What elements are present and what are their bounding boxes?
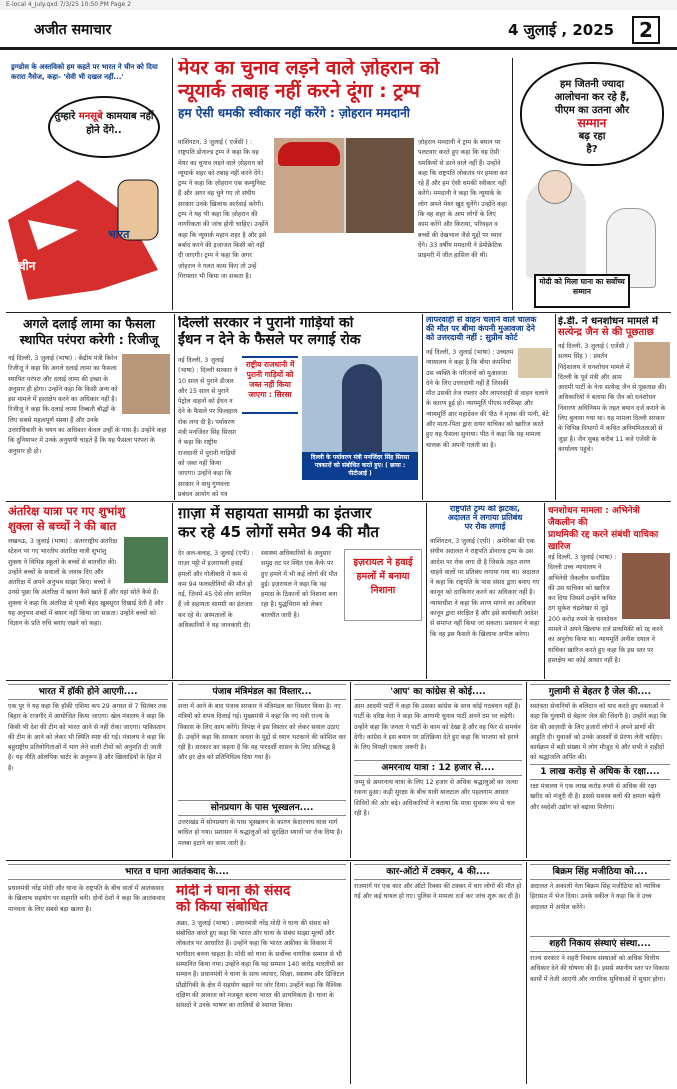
cartoon-caption: ड्रग्ग्डोस के अस्तविको हम कहते पर भारत ने चीन को दिया करारा नैसेज, कहा- 'सेवी भी दखल नहीं...' xyxy=(11,63,158,81)
jacqueline-body-text: नई दिल्ली, 3 जुलाई (भाषा) : दिल्ली उच्च न्यायालय ने अभिनेत्री जैकलीन फर्नांडिस की उस याचिका को खारिज कर दिया जिसमें उन्होंने कथित ठग सुकेश चंद्रशेखर से जुड़े 200 करोड़ रुपये के धनशोधन मामले में अपने खिलाफ दर्ज प्राथमिकी को रद्द करने का अनुरोध किया था। न्यायमूर्ति अनीश दयाल ने याचिका खारिज करते हुए कहा कि इस स्तर पर हस्तक्षेप का कोई आधार नहीं है। xyxy=(548,554,663,664)
shubhanshu-body xyxy=(8,537,168,677)
shubhanshu-body-text: लखनऊ, 3 जुलाई (भाषा) : अंतरराष्ट्रीय अंतरिक्ष स्टेशन पर गए भारतीय अंतरिक्ष यात्री शुभांशु शुक्ला ने विभिन्न स्कूलों के बच्चों से बातचीत की। उन्होंने बच्चों के सवालों के जवाब दिए और अंतरिक्ष में अपने अनुभव साझा किए। बच्चों ने उनसे पूछा कि अंतरिक्ष में खाना कैसे खाते हैं और वहां सोते कैसे हैं। शुक्ला ने कहा कि अंतरिक्ष से पृथ्वी बेहद खूबसूरत दिखाई देती है और यह अनुभव शब्दों में बयान नहीं किया जा सकता। उन्होंने बच्चों को विज्ञान के प्रति रुचि बनाए रखने को कहा। xyxy=(8,538,164,628)
modi-ghana-headline-1: मोदी ने घाना की संसद xyxy=(176,884,291,899)
modi-cartoon xyxy=(516,58,668,310)
modi-ghana-story xyxy=(176,884,346,1080)
editorial-2 xyxy=(178,684,346,856)
sc-story xyxy=(426,316,552,498)
label-india: भारत xyxy=(108,228,130,241)
rule-ed3-right xyxy=(526,682,527,858)
editorial-3-body: आम आदमी पार्टी ने कहा कि उसका कांग्रेस के साथ कोई गठबंधन नहीं है। पार्टी के वरिष्ठ नेता ने कहा कि आगामी चुनाव पार्टी अपने दम पर लड़ेगी। उन्होंने कहा कि जनता ने पार्टी के काम को देखा है और वह फिर से समर्थन देगी। कांग्रेस ने इस बयान पर प्रतिक्रिया देते हुए कहा कि भाजपा को हराने के लिए विपक्षी एकता जरूरी है। xyxy=(354,703,521,752)
sirsa-photo xyxy=(302,356,418,452)
lama-headline: अगले दलाई लामा का फैसला स्थापित परंपरा करेगी : रिजीजू xyxy=(19,316,159,347)
modi-bubble-line6: है? xyxy=(586,144,598,155)
ed-headline-2: सत्येन्द्र जैन से की पूछताछ xyxy=(558,327,654,338)
rule-row4 xyxy=(6,860,671,861)
cartoon-bubble-highlight: मनसूबे xyxy=(78,111,103,122)
lama-story xyxy=(8,316,170,498)
modi-cartoon-sign xyxy=(534,274,630,308)
jain-photo xyxy=(634,342,670,378)
modi-figure-head xyxy=(538,170,572,204)
modi-bubble-line2: आलोचना कर रहे हैं, xyxy=(554,92,630,103)
delhi-pull-quote-text: राष्ट्रीय राजधानी में पुरानी गाड़ियों को जब्त नहीं किया जाएगा : सिरसा xyxy=(245,360,295,399)
sirsa-figure xyxy=(342,364,382,452)
rule-ed2-right xyxy=(350,682,351,858)
bottom-strip xyxy=(8,864,346,886)
small-piece-4-body: अदालत ने अकाली नेता बिक्रम सिंह मजीठिया को न्यायिक हिरासत में भेज दिया। उनके वकील ने कहा कि वे उच्च अदालत में अपील करेंगे। xyxy=(530,883,661,911)
ed-body xyxy=(558,342,670,498)
page-number: 2 xyxy=(632,16,660,44)
lead-body-right: ज़ोहरान ममदानी ने ट्रम्प के बयान पर पलटवार करते हुए कहा कि वह ऐसी धमकियों से डरने वाले नहीं हैं। उन्होंने कहा कि राष्ट्रपति लोकतंत्र पर हमला कर रहे हैं और हम ऐसी धमकी स्वीकार नहीं करेंगे। ममदानी ने कहा कि न्यूयार्क के लोग अपने मेयर खुद चुनेंगे। उन्होंने कहा कि वह शहर के आम लोगों के लिए काम करेंगे और किराया, परिवहन व बच्चों की देखभाल जैसे मुद्दों पर ध्यान देंगे। 33 वर्षीय ममदानी ने डेमोक्रेटिक प्राइमरी में जीत हासिल की थी। xyxy=(418,139,508,260)
jacqueline-body xyxy=(548,553,670,677)
rule-lead-right xyxy=(512,58,513,310)
lama-body xyxy=(8,354,170,498)
delhi-body-left xyxy=(178,356,238,498)
rule-asylum-right xyxy=(544,503,545,679)
gaza-headline-2: कर रहे 45 लोगों समेत 94 की मौत xyxy=(178,522,379,541)
jacqueline-story xyxy=(548,505,670,677)
left-cartoon xyxy=(8,60,168,308)
car-accident-story xyxy=(354,864,522,1084)
small-piece-6-title: कार-ऑटो में टक्कर, 4 की.... xyxy=(354,864,522,880)
jacqueline-photo xyxy=(622,553,670,619)
trump-cap xyxy=(278,142,340,166)
sc-headline-1: लापरवाही से वाहन चलाने वाले चालक xyxy=(426,316,537,324)
modi-bubble-line3: पीएम का उतना और xyxy=(554,105,630,116)
small-piece-4-title: बिक्रम सिंह मजीठिया को.... xyxy=(530,864,670,880)
sc-body-text: नई दिल्ली, 3 जुलाई (भाषा) : उच्चतम न्यायालय ने कहा है कि बीमा कंपनियां उस व्यक्ति के परिजनों को मुआवजा देने के लिए उत्तरदायी नहीं हैं जिसकी मौत उसकी तेज रफ्तार और लापरवाही से वाहन चलाने के कारण हुई हो। न्यायमूर्ति पीएस नरसिम्हा और न्यायमूर्ति आर महादेवन की पीठ ने मृतक की पत्नी, बेटे और माता-पिता द्वारा दायर याचिका को खारिज करते हुए यह फैसला सुनाया। पीठ ने कहा कि यह मामला चालक की अपनी गलती का है। xyxy=(426,349,549,449)
rule-shukla-right xyxy=(172,503,173,679)
modi-ghana-body: अक्रा, 3 जुलाई (भाषा) : प्रधानमंत्री नरेंद्र मोदी ने घाना की संसद को संबोधित करते हुए कहा कि भारत और घाना के संबंध साझा मूल्यों और लोकतंत्र पर आधारित हैं। उन्होंने कहा कि भारत अफ्रीका के विकास में भागीदार बनना चाहता है। मोदी को घाना के सर्वोच्च नागरिक सम्मान से भी सम्मानित किया गया। उन्होंने कहा कि यह सम्मान 140 करोड़ भारतीयों का सम्मान है। प्रधानमंत्री ने घाना के साथ व्यापार, शिक्षा, स्वास्थ्य और डिजिटल प्रौद्योगिकी के क्षेत्र में सहयोग बढ़ाने पर जोर दिया। उन्होंने कहा कि वैश्विक दक्षिण की आवाज को मजबूत करना भारत की प्राथमिकता है। घाना के सांसदों ने उनके भाषण का तालियों से स्वागत किया। xyxy=(176,919,344,1010)
modi-ghana-headline-2: को किया संबोधित xyxy=(176,899,268,916)
asylum-headline-2: अदालत ने लगाया प्रतिबंध xyxy=(447,512,523,522)
lead-headline-1: मेयर का चुनाव लड़ने वाले ज़ोहरान को xyxy=(178,58,440,79)
delhi-photo-caption: दिल्ली के पर्यावरण मंत्री मनजिंदर सिंह सिरसा पत्रकारों को संबोधित करते हुए। ( छाया : पीटीआई ) xyxy=(302,452,418,480)
asylum-body: वाशिंगटन, 3 जुलाई (एपी) : अमेरिका की एक संघीय अदालत ने राष्ट्रपति डोनाल्ड ट्रम्प के उस आदेश पर रोक लगा दी है जिसके तहत शरण चाहने वालों पर प्रतिबंध लगाया गया था। अदालत ने कहा कि राष्ट्रपति के पास संसद द्वारा बनाए गए कानून को दरकिनार करने का अधिकार नहीं है। न्यायाधीश ने कहा कि शरण मांगने का अधिकार कानून द्वारा संरक्षित है और इसे कार्यकारी आदेश से समाप्त नहीं किया जा सकता। प्रशासन ने कहा कि वह इस फैसले के खिलाफ अपील करेगा। xyxy=(430,538,540,638)
editorial-1-body: एक पुर ने यह कहा कि हॉकी एशिया कप 29 अगस्त से 7 सितंबर तक बिहार के राजगीर में आयोजित किया जाएगा। खेल मंत्रालय ने कहा कि किसी भी देश की टीम को भारत आने से नहीं रोका जाएगा। पाकिस्तान की टीम के आने को लेकर भी स्थिति स्पष्ट की गई। मंत्रालय ने कहा कि बहुराष्ट्रीय प्रतियोगिताओं में भाग लेने वाली टीमों को अनुमति दी जाती है। यह नीति ओलंपिक चार्टर के अनुरूप है और खिलाड़ियों के हित में है। xyxy=(8,703,167,772)
small-piece-2-body: उत्तराखंड में सोनप्रयाग के पास भूस्खलन के कारण केदारनाथ यात्रा मार्ग बाधित हो गया। प्रशासन ने श्रद्धालुओं को सुरक्षित स्थानों पर रोक दिया है। मलबा हटाने का काम जारी है। xyxy=(178,819,343,847)
small-piece-6-body: राजमार्ग पर एक कार और ऑटो रिक्शा की टक्कर में चार लोगों की मौत हो गई और कई घायल हो गए। पुलिस ने मामला दर्ज कर जांच शुरू कर दी है। xyxy=(354,883,522,901)
delhi-body-text: नई दिल्ली, 3 जुलाई (भाषा) : दिल्ली सरकार ने 10 साल से पुराने डीजल और 15 साल से पुराने पेट्रोल वाहनों को ईंधन न देने के फैसले पर फिलहाल रोक लगा दी है। पर्यावरण मंत्री मनजिंदर सिंह सिरसा ने कहा कि राष्ट्रीय राजधानी में पुरानी गाड़ियों को जब्त नहीं किया जाएगा। उन्होंने कहा कि सरकार ने वायु गुणवत्ता प्रबंधन आयोग को पत्र xyxy=(178,357,238,498)
ed-body-text: नई दिल्ली, 3 जुलाई ( एजेंसी / सत्यम सिंह ) : प्रवर्तन निदेशालय ने धनशोधन मामले में दिल्ली के पूर्व मंत्री और आम आदमी पार्टी के नेता सत्येन्द्र जैन से पूछताछ की। अधिकारियों ने बताया कि जैन को धनशोधन निवारण अधिनियम के तहत बयान दर्ज कराने के लिए बुलाया गया था। यह मामला दिल्ली सरकार के विभिन्न विभागों में कथित अनियमितताओं से जुड़ा है। जैन सुबह करीब 11 बजे एजेंसी के कार्यालय पहुंचे। xyxy=(558,343,667,453)
shubhanshu-headline-1: अंतरिक्ष यात्रा पर गए शुभांशु xyxy=(8,505,126,518)
sc-headline-3: को उत्तरदायी नहीं : सुप्रीम कोर्ट xyxy=(426,332,518,342)
rule-lama-right xyxy=(174,314,175,500)
rule-row2 xyxy=(6,501,671,502)
small-piece-3-title: 1 लाख करोड़ से अधिक के रक्षा.... xyxy=(530,764,670,780)
lead-headline-2: न्यूयार्क तबाह नहीं करने दूंगा : ट्रम्प xyxy=(178,79,420,102)
editorial-3 xyxy=(354,684,522,856)
sc-headline-2: की मौत पर बीमा कंपनी मुआवजा देने xyxy=(426,323,535,333)
majithia-story xyxy=(530,864,670,1084)
rule-ed1-right xyxy=(172,682,173,858)
editorial-4-title: गुलामी से बेहतर है जेल की.... xyxy=(530,684,670,700)
jacqueline-headline-1: धनशोधन मामला : अभिनेत्री जैकलीन की xyxy=(548,506,640,528)
cartoon-dragon-illustration xyxy=(8,160,168,308)
small-piece-5-body: राज्य सरकार ने शहरी निकाय संस्थाओं को अधिक वित्तीय अधिकार देने की घोषणा की है। इससे स्थानीय स्तर पर विकास कार्यों में तेजी आएगी और नागरिक सुविधाओं में सुधार होगा। xyxy=(530,955,670,983)
small-piece-2-title: सोनप्रयाग के पास भूस्खलन.... xyxy=(178,800,346,816)
gaza-story xyxy=(178,505,422,677)
lead-subhead: हम ऐसी धमकी स्वीकार नहीं करेंगे : ज़ोहरान ममदानी xyxy=(178,105,410,120)
small-piece-1-title: अमरनाथ यात्रा : 12 हजार से.... xyxy=(354,760,522,776)
small-piece-5-title: शहरी निकाय संस्थाएं संस्था.... xyxy=(530,936,670,952)
cartoon-bubble xyxy=(48,96,160,158)
modi-bubble-line5: बढ़ रहा xyxy=(578,131,606,142)
editorial-4 xyxy=(530,684,670,856)
gaza-inset-text: इज़रायल ने हवाई हमलों में बनाया निशाना xyxy=(353,557,413,596)
asylum-headline-1: राष्ट्रपति ट्रम्प को झटका, xyxy=(449,505,521,513)
sc-building-photo xyxy=(518,348,552,378)
shukla-photo xyxy=(124,537,168,583)
rule-car-right xyxy=(526,862,527,1084)
rule-delhi-right xyxy=(422,314,423,500)
rijiju-photo xyxy=(122,354,170,414)
rule-gaza-right xyxy=(426,503,427,679)
paper-name: अजीत समाचार xyxy=(34,22,112,38)
modi-bubble-line1: हम जितनी ज्यादा xyxy=(559,79,625,90)
ed-headline-1: ई.डी. ने धनशोधन मामले में xyxy=(558,316,659,327)
jacqueline-headline-2: प्राथमिकी रद्द करने संबंधी याचिका खारिज xyxy=(548,530,659,552)
gaza-headline-1: ग़ाज़ा में सहायता सामग्री का इंतजार xyxy=(178,505,372,522)
gaza-inset xyxy=(344,549,422,621)
delhi-headline-2: ईंधन न देने के फैसले पर लगाई रोक xyxy=(178,332,361,349)
bottom-strip-body: प्रधानमंत्री नरेंद्र मोदी और घाना के राष्ट्रपति के बीच वार्ता में आतंकवाद के खिलाफ सहयोग पर सहमति बनी। दोनों देशों ने कहा कि आतंकवाद मानवता के लिए सबसे बड़ा खतरा है। xyxy=(8,885,166,913)
masthead xyxy=(0,12,677,50)
print-header: E-local 4_July.qxd 7/3/25 10:50 PM Page 2 xyxy=(0,0,677,10)
small-piece-3-body: रक्षा मंत्रालय ने एक लाख करोड़ रुपये से अधिक की रक्षा खरीद को मंजूरी दी है। इससे सशस्त्र बलों की क्षमता बढ़ेगी और स्वदेशी उद्योग को बढ़ावा मिलेगा। xyxy=(530,783,661,811)
label-china: चीन xyxy=(18,259,36,273)
small-piece-1-body: जम्मू से अमरनाथ यात्रा के लिए 12 हजार से अधिक श्रद्धालुओं का जत्था रवाना हुआ। कड़ी सुरक्षा के बीच यात्री बालटाल और पहलगाम आधार शिविरों की ओर बढ़े। अधिकारियों ने बताया कि यात्रा सुचारू रूप से चल रही है। xyxy=(354,779,518,817)
bottom-strip-title: भारत व घाना आतंकवाद के.... xyxy=(8,864,346,880)
lama-body-text: नई दिल्ली, 3 जुलाई (भाषा) : केंद्रीय मंत्री किरेन रिजीजू ने कहा कि अगले दलाई लामा का फैसला स्थापित परंपरा और दलाई लामा की इच्छा के अनुसार ही होगा। उन्होंने कहा कि किसी अन्य को इस मामले में हस्तक्षेप करने का अधिकार नहीं है। रिजीजू ने कहा कि दलाई लामा तिब्बती बौद्धों के लिए सबसे महत्वपूर्ण संस्था हैं और उनके उत्तराधिकारी के चयन का अधिकार केवल उन्हीं के पास है। उन्होंने कहा कि दुनियाभर में उनके अनुयायी चाहते हैं कि यह फैसला परंपरा के अनुसार ही हो। xyxy=(8,355,167,455)
zohran-photo xyxy=(346,138,414,233)
rule-ghana-right xyxy=(350,862,351,1084)
editorial-4-body: स्वतंत्रता सेनानियों के बलिदान को याद करते हुए वक्ताओं ने कहा कि गुलामी से बेहतर जेल की जिंदगी है। उन्होंने कहा कि देश की आज़ादी के लिए हजारों लोगों ने अपने प्राणों की आहुति दी। युवाओं को उनके आदर्शों से प्रेरणा लेनी चाहिए। कार्यक्रम में बड़ी संख्या में लोग मौजूद थे और सभी ने शहीदों को श्रद्धांजलि अर्पित की। xyxy=(530,703,667,762)
editorial-2-body: सत्ता में आने के बाद पंजाब सरकार ने मंत्रिमंडल का विस्तार किया है। नए मंत्रियों को शपथ दिलाई गई। मुख्यमंत्री ने कहा कि नए मंत्री राज्य के विकास के लिए काम करेंगे। विपक्ष ने इस विस्तार को लेकर सवाल उठाए हैं। उन्होंने कहा कि सरकार जनता के मुद्दों से ध्यान भटकाने की कोशिश कर रही है। सरकार का कहना है कि वह पारदर्शी शासन के लिए प्रतिबद्ध है और हर क्षेत्र को प्रतिनिधित्व दिया गया है। xyxy=(178,703,346,762)
shubhanshu-story xyxy=(8,505,168,677)
modi-sign-text: मोदी को मिला घाना का सर्वोच्च सम्मान xyxy=(539,277,625,296)
editorial-1 xyxy=(8,684,168,856)
delhi-story xyxy=(178,316,418,498)
delhi-headline-1: दिल्ली सरकार ने पुरानी गाड़ियों को xyxy=(178,316,354,331)
modi-bubble-line4: सम्मान xyxy=(577,116,607,130)
delhi-pull-quote xyxy=(242,356,298,414)
asylum-headline-3: पर रोक लगाई xyxy=(464,521,506,531)
shubhanshu-headline-2: शुक्ला से बच्चों ने की बात xyxy=(8,518,117,533)
asylum-story xyxy=(430,505,540,677)
lead-photo xyxy=(274,138,414,233)
editorial-2-title: पंजाब मंत्रिमंडल का विस्तार... xyxy=(178,684,346,700)
rule-left-cartoon xyxy=(172,58,173,310)
cartoon-bubble-text: तुम्हारे मनसूबे कामयाब नहीं होने देंगे.. xyxy=(54,111,154,136)
sc-body xyxy=(426,348,552,498)
issue-date: 4 जुलाई , 2025 xyxy=(508,21,615,39)
rule-row1 xyxy=(6,312,671,313)
modi-cartoon-bubble xyxy=(520,62,664,166)
editorial-1-title: भारत में हॉकी होने आएगी.... xyxy=(8,684,168,700)
rule-row3 xyxy=(6,680,671,681)
gaza-body: देर अल-बलाह, 3 जुलाई (एपी) : ग़ाज़ा पट्टी में इज़रायली हवाई हमलों और गोलीबारी में कम से कम 94 फलस्तीनियों की मौत हो गई, जिनमें 45 ऐसे लोग शामिल हैं जो सहायता सामग्री का इंतजार कर रहे थे। अस्पतालों के अधिकारियों ने यह जानकारी दी। स्वास्थ्य अधिकारियों के अनुसार समुद्र तट पर स्थित एक कैफे पर हुए हमले में भी कई लोगों की मौत हुई। इज़रायल ने कहा कि वह हमास के ठिकानों को निशाना बना रहा है। युद्धविराम को लेकर बातचीत जारी है। xyxy=(178,550,338,630)
rule-sc-right xyxy=(555,314,556,500)
ed-story xyxy=(558,316,670,498)
lead-story xyxy=(178,58,508,310)
editorial-3-title: 'आप' का कांग्रेस से कोई.... xyxy=(354,684,522,700)
lead-body-left: वाशिंगटन, 3 जुलाई ( एजेंसी ) : राष्ट्रपति डोनाल्ड ट्रम्प ने कहा कि वह मेयर का चुनाव लड़ने वाले ज़ोहरान को न्यूयार्क शहर को तबाह नहीं करने देंगे। ट्रम्प ने कहा कि ज़ोहरान एक कम्युनिस्ट हैं और अगर वह चुने गए तो संघीय सरकार उनके खिलाफ कार्रवाई करेगी। ट्रम्प ने यह भी कहा कि ज़ोहरान की नागरिकता की जांच होनी चाहिए। उन्होंने कहा कि न्यूयार्क महान शहर है और इसे बर्बाद करने की इजाजत किसी को नहीं दी जाएगी। ट्रम्प ने कहा कि अगर ज़ोहरान ने गलत काम किए तो उन्हें गिरफ्तार भी किया जा सकता है। xyxy=(178,139,269,280)
